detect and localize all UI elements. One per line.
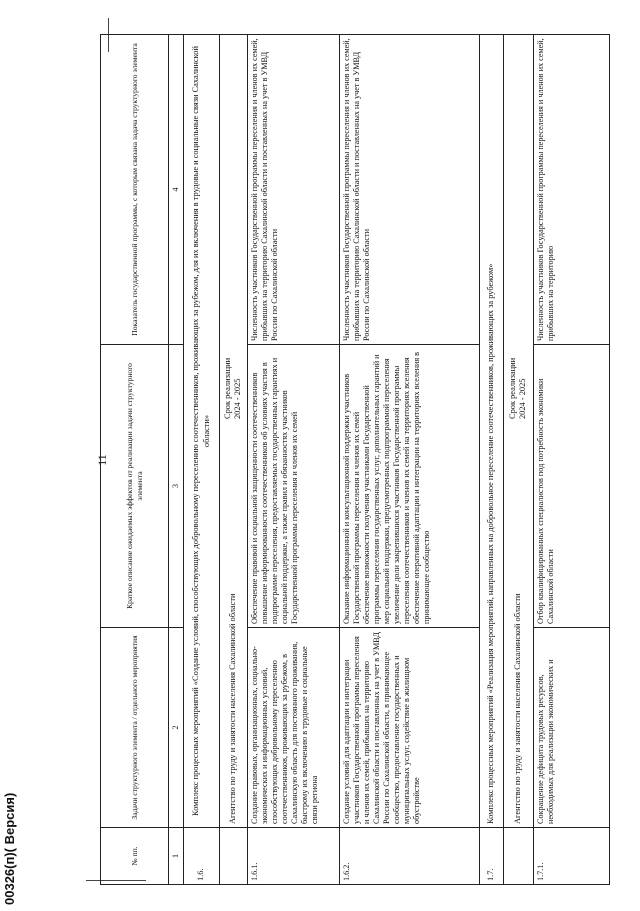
header-effects: Краткое описание ожидаемых эффектов от реализации задачи структурного элемента <box>101 345 169 628</box>
header-num: № пп. <box>101 828 169 885</box>
header-indicator: Показатель государственной программы, с которым связана задача структурного элемента <box>101 35 169 345</box>
header-task: Задачи структурного элемента / отдельного мероприятия <box>101 628 169 828</box>
srok-cell <box>220 326 247 422</box>
col-number-4: 4 <box>169 35 184 345</box>
rotated-table-container <box>100 35 610 885</box>
program-table <box>100 34 610 885</box>
agency-right-blank <box>220 35 247 326</box>
srok-label: Срок реализации <box>223 357 232 419</box>
srok-years: 2024 - 2025 <box>518 378 527 419</box>
complex-title: Комплекс процессных мероприятий «Создание условий, способствующих добровольному переселению соотечественников, проживающих за рубежом, для их включения в трудовые и социальные связи Сахалинской области» <box>184 35 220 828</box>
indicator-text: Численность участников Государственной программы переселения и членов их семей, прибывших на территорию Сахалинской области и поставленных на учет в УМВД России по Сахалинской области <box>247 35 339 345</box>
srok-label: Срок реализации <box>507 357 517 419</box>
agency-name: Агентство по труду и занятости населения Сахалинской области <box>228 593 238 824</box>
row-num: 1.6. <box>184 828 220 885</box>
agency-row <box>220 35 248 828</box>
srok-years: 2024 - 2025 <box>233 378 243 419</box>
empty-cell <box>220 828 248 885</box>
agency-inner-table <box>220 35 247 827</box>
effect-line: Оказание информационной и консультационной поддержки участников Государственной программы переселения и членов их семей <box>341 373 361 624</box>
effect-text: Обеспечение правовой и социальной защищенности соотечественников повышение информированности соотечественников об условиях участия в подпрограмме переселения, предоставляемых государственных гарантиях и социальной поддержке, а также правил и обязанностях участников Государственной программы переселения и членов их семей <box>247 345 339 628</box>
empty-cell <box>503 828 533 885</box>
agency-right-blank <box>504 35 533 326</box>
row-num: 1.6.1. <box>247 828 339 885</box>
col-number-2: 2 <box>169 628 184 828</box>
effect-text: Отбор квалифицированных специалистов под потребность экономики Сахалинской области <box>533 345 610 628</box>
version-stamp: 00326(п)( Версия) <box>2 792 17 905</box>
effect-line: обеспечение оперативной адаптации и интеграции на территориях вселения в принимающее сообщество <box>411 351 431 624</box>
complex-title: Комплекс процессных мероприятий «Реализация мероприятий, направленных на добровольное переселение соотечественников, проживающих за рубежом» <box>479 35 503 828</box>
page-number: 11 <box>95 454 109 466</box>
effect-line: увеличение доли закрепившихся участников Государственной программы переселения соотечественников и членов их семей на территориях вселения <box>391 357 411 624</box>
task-text: Создание правовых, организационных, социально-экономических и информационных условий, способствующих добровольному переселению соотечественников, проживающих за рубежом, в Сахалинскую область для постоянного проживания, быстрому их включению в трудовые и социальные связи региона <box>247 628 339 828</box>
agency-name: Агентство по труду и занятости населения Сахалинской области <box>512 593 522 824</box>
row-num: 1.7. <box>479 828 503 885</box>
srok-cell <box>504 326 533 422</box>
effect-line: обеспечение возможности получения участниками Государственной программы переселения государственных услуг, дополнительных гарантий и мер социальной поддержки, предусмотренных подпрограммой переселения <box>361 354 391 624</box>
agency-inner-table <box>504 35 533 827</box>
effect-cell <box>339 345 479 628</box>
task-text: Сокращение дефицита трудовых ресурсов, необходимых для реализации экономических и <box>533 628 610 828</box>
row-num: 1.6.2. <box>339 828 479 885</box>
col-number-3: 3 <box>169 345 184 628</box>
indicator-text: Численность участников Государственной программы переселения и членов их семей, прибывших на территорию Сахалинской области и поставленных на учет в УМВД России по Сахалинской области <box>339 35 479 345</box>
task-text: Создание условий для адаптации и интеграции участников Государственной программы переселения и членов их семей, прибывших на территорию Сахалинской области и поставленных на учет в УМВД России по Сахалинской области, в принимающее сообщество, предоставление государственных и муниципальных услуг, содействие в жилищном обустройстве <box>339 628 479 828</box>
row-num: 1.7.1. <box>533 828 610 885</box>
col-number-1: 1 <box>169 828 184 885</box>
agency-row <box>503 35 533 828</box>
indicator-text: Численность участников Государственной программы переселения и членов их семей, прибывших на территорию <box>533 35 610 345</box>
